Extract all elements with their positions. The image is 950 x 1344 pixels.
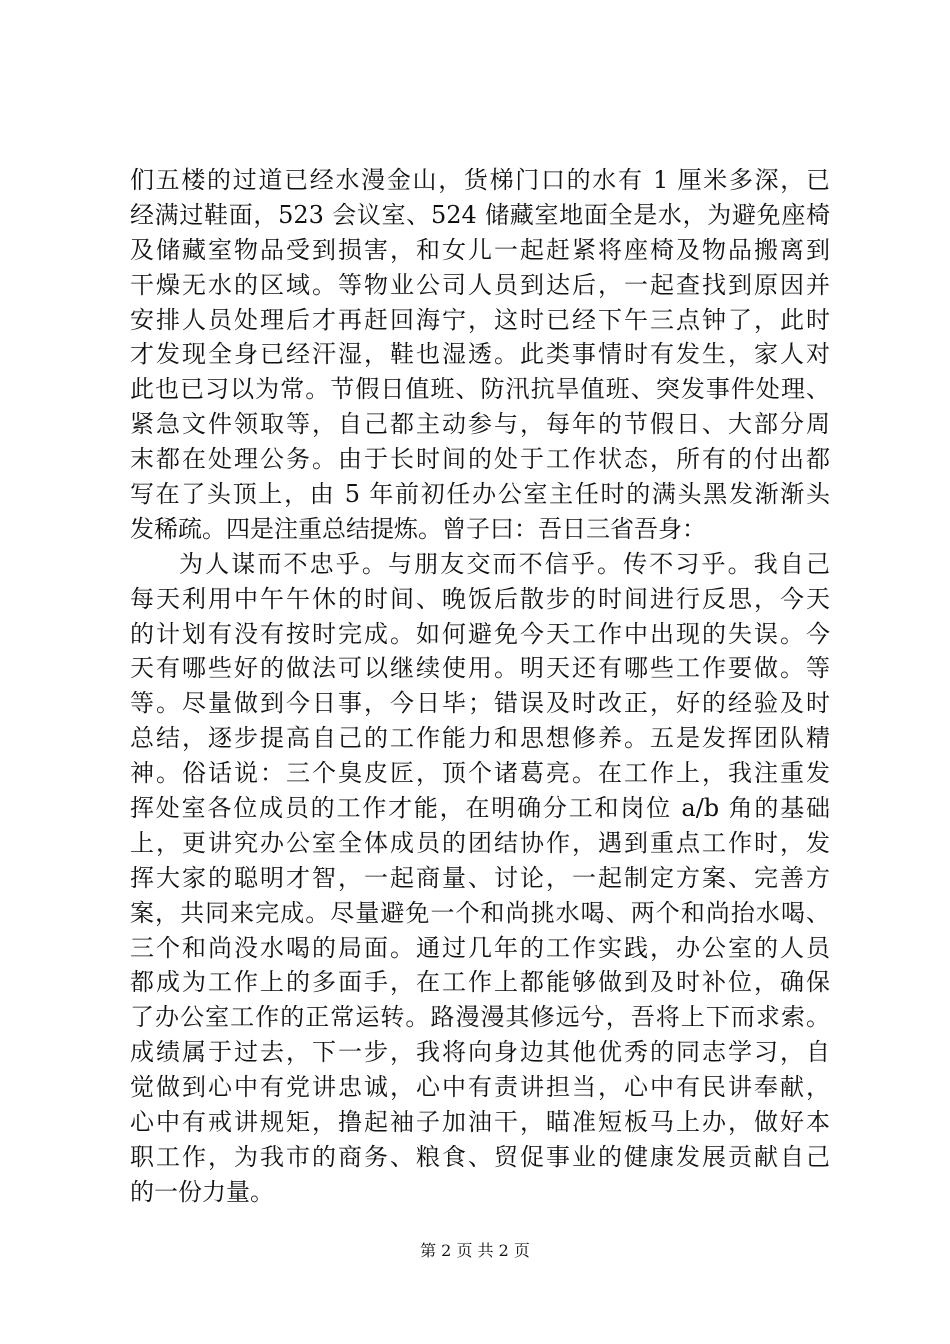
text-line: 为人谋而不忠乎。与朋友交而不信乎。传不习乎。我自己	[179, 549, 830, 578]
text-line: 们五楼的过道已经水漫金山，货梯门口的水有 1 厘米多深，已	[130, 166, 830, 194]
text-line: 都成为工作上的多面手，在工作上都能够做到及时补位，确保	[130, 968, 830, 997]
text-line: 干燥无水的区域。等物业公司人员到达后，一起查找到原因并	[130, 270, 830, 299]
text-line: 总结，逐步提高自己的工作能力和思想修养。五是发挥团队精	[130, 724, 830, 753]
text-line: 才发现全身已经汗湿，鞋也湿透。此类事情时有发生，家人对	[130, 340, 830, 369]
text-line: 末都在处理公务。由于长时间的处于工作状态，所有的付出都	[130, 445, 830, 474]
text-line: 职工作，为我市的商务、粮食、贸促事业的健康发展贡献自己	[130, 1142, 830, 1171]
text-line: 的计划有没有按时完成。如何避免今天工作中出现的失误。今	[130, 619, 830, 648]
text-line: 挥处室各位成员的工作才能，在明确分工和岗位 a/b 角的基础	[130, 794, 830, 823]
text-line: 心中有戒讲规矩，撸起袖子加油干，瞄准短板马上办，做好本	[130, 1108, 830, 1137]
text-line: 成绩属于过去，下一步，我将向身边其他优秀的同志学习，自	[130, 1038, 830, 1067]
text-line: 天有哪些好的做法可以继续使用。明天还有哪些工作要做。等	[130, 654, 830, 683]
text-line: 了办公室工作的正常运转。路漫漫其修远兮，吾将上下而求索。	[130, 1003, 830, 1032]
text-line: 觉做到心中有党讲忠诚，心中有责讲担当，心中有民讲奉献，	[130, 1073, 830, 1102]
text-line: 案，共同来完成。尽量避免一个和尚挑水喝、两个和尚抬水喝、	[130, 898, 830, 927]
text-line: 上，更讲究办公室全体成员的团结协作，遇到重点工作时，发	[130, 828, 830, 857]
text-line: 经满过鞋面，523 会议室、524 储藏室地面全是水，为避免座椅	[130, 200, 830, 229]
text-line: 紧急文件领取等，自己都主动参与，每年的节假日、大部分周	[130, 410, 830, 439]
text-line: 此也已习以为常。节假日值班、防汛抗旱值班、突发事件处理、	[130, 375, 830, 404]
text-line: 发稀疏。四是注重总结提炼。曾子曰：吾日三省吾身：	[130, 514, 706, 543]
text-line: 的一份力量。	[130, 1177, 274, 1206]
text-line: 神。俗话说：三个臭皮匠，顶个诸葛亮。在工作上，我注重发	[130, 759, 830, 788]
text-line: 安排人员处理后才再赶回海宁，这时已经下午三点钟了，此时	[130, 305, 830, 334]
body-text	[130, 163, 830, 1210]
text-line: 写在了头顶上，由 5 年前初任办公室主任时的满头黑发渐渐头	[130, 480, 830, 509]
text-line: 及储藏室物品受到损害，和女儿一起赶紧将座椅及物品搬离到	[130, 235, 830, 264]
text-line: 等。尽量做到今日事，今日毕；错误及时改正，好的经验及时	[130, 689, 830, 718]
text-line: 挥大家的聪明才智，一起商量、讨论，一起制定方案、完善方	[130, 863, 830, 892]
text-line: 每天利用中午午休的时间、晚饭后散步的时间进行反思，今天	[130, 584, 830, 613]
text-line: 三个和尚没水喝的局面。通过几年的工作实践，办公室的人员	[130, 933, 830, 962]
page-number-footer: 第 2 页 共 2 页	[420, 1241, 530, 1260]
